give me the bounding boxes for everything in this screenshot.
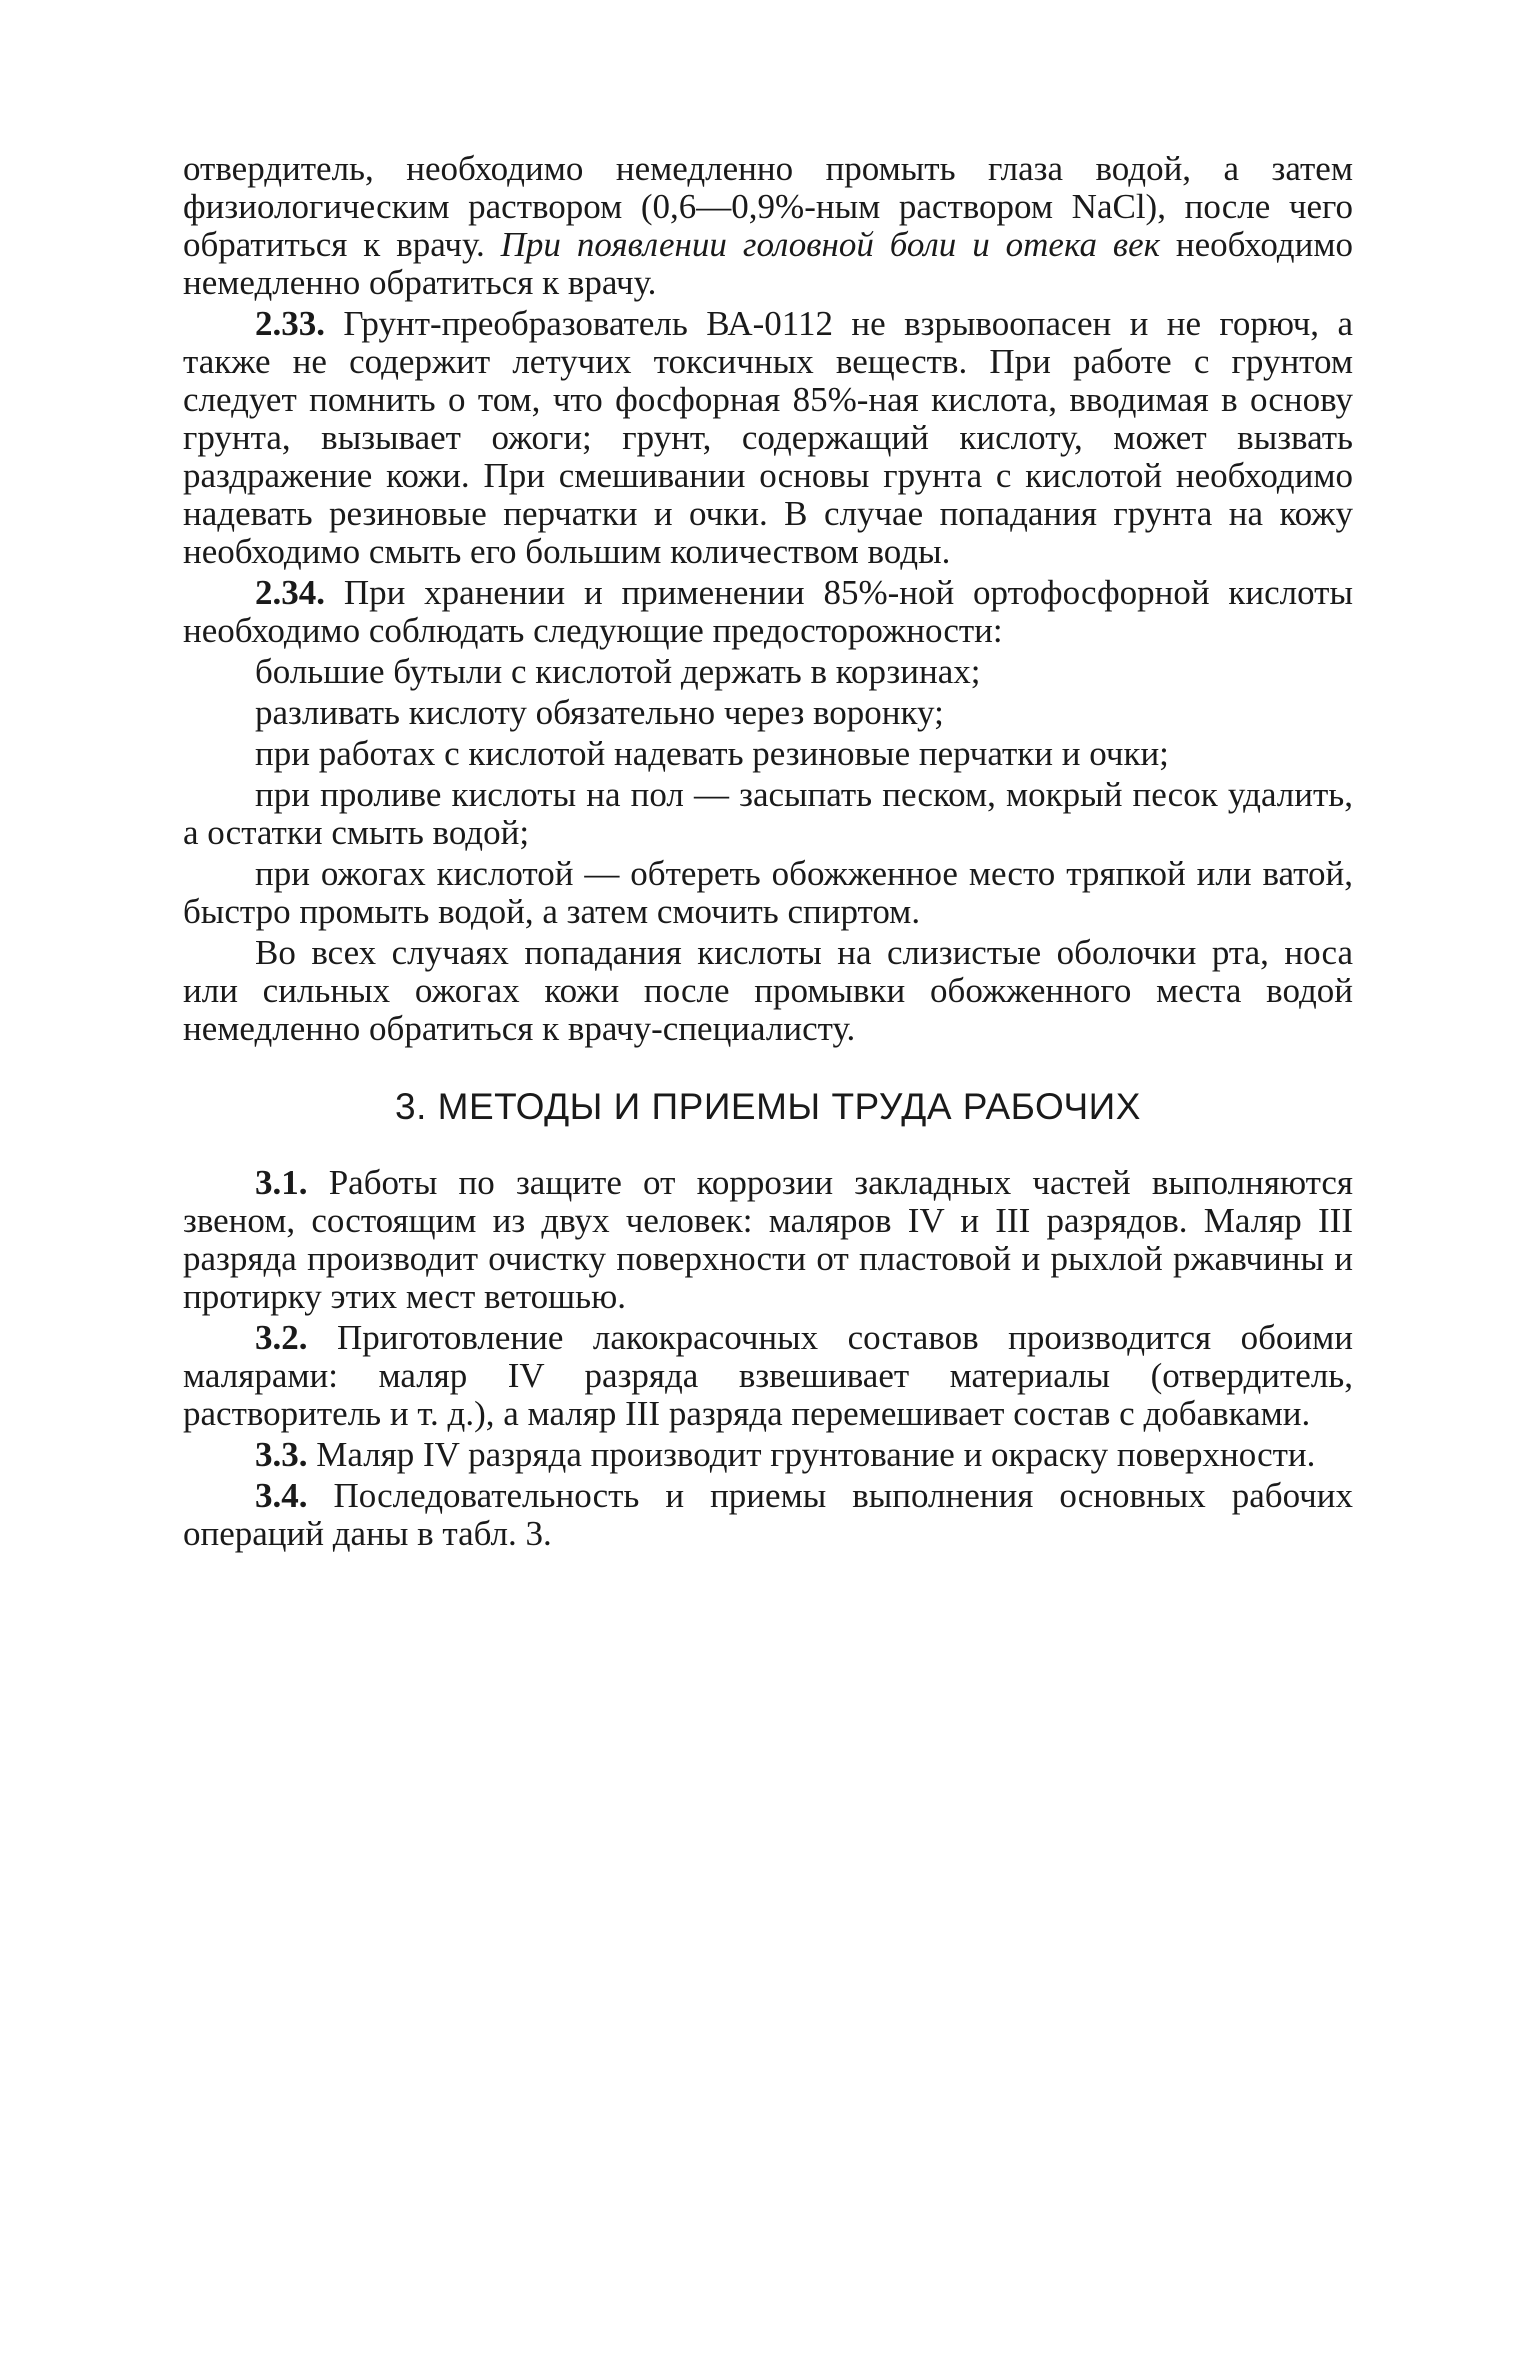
precaution-item: при работах с кислотой надевать резиновые перчатки и очки;: [255, 734, 1169, 773]
paragraph-text: Последовательность и приемы выполнения основных рабочих операций даны в табл. 3.: [183, 1476, 1353, 1553]
paragraph-text: Маляр IV разряда производит грунтование и окраску поверхности.: [307, 1435, 1316, 1474]
paragraph-text: При хранении и применении 85%-ной ортофосфорной кислоты необходимо соблюдать следующие предосторожности:: [183, 573, 1353, 650]
document-page: [183, 150, 1353, 1556]
clause-number: 2.34.: [255, 573, 325, 612]
clause-number: 3.2.: [255, 1318, 308, 1357]
paragraph-text: Грунт-преобразователь ВА-0112 не взрывоопасен и не горюч, а также не содержит летучих токсичных веществ. При работе с грунтом следует помнить о том, что фосфорная 85%-ная кислота, вводимая в основу грунта, вызывает ожоги; грунт, содержащий кислоту, может вызвать раздражение кожи. При смешивании основы грунта с кислотой необходимо надевать резиновые перчатки и очки. В случае попадания грунта на кожу необходимо смыть его большим количеством воды.: [183, 304, 1353, 571]
paragraph-2-32-continuation: [183, 150, 1353, 302]
paragraph-3-4: [183, 1477, 1353, 1553]
precaution-item: разливать кислоту обязательно через воронку;: [255, 693, 944, 732]
paragraph-text: необходимо немедленно обратиться к врачу.: [183, 225, 1353, 302]
paragraph-3-2: [183, 1319, 1353, 1433]
paragraph-all-cases: Во всех случаях попадания кислоты на слизистые оболочки рта, носа или сильных ожогах кожи после промывки обожженного места водой немедленно обратиться к врачу-специалисту.: [183, 933, 1353, 1048]
italic-warning-text: При появлении головной боли и отека век: [500, 225, 1160, 264]
paragraph-text: отвердитель, необходимо немедленно промыть глаза водой, а затем физиологическим раствором (0,6—0,9%-ным раствором NaCl), после чего обратиться к врачу.: [183, 149, 1353, 264]
paragraph-2-34: [183, 574, 1353, 650]
paragraph-3-1: [183, 1164, 1353, 1316]
paragraph-text: Работы по защите от коррозии закладных частей выполняются звеном, состоящим из двух человек: маляров IV и III разрядов. Маляр III разряда производит очистку поверхности от пластовой и рыхлой ржавчины и протирку этих мест ветошью.: [183, 1163, 1353, 1316]
paragraph-2-33: [183, 305, 1353, 571]
section-heading: 3. МЕТОДЫ И ПРИЕМЫ ТРУДА РАБОЧИХ: [395, 1086, 1141, 1127]
precaution-item: при ожогах кислотой — обтереть обожженное место тряпкой или ватой, быстро промыть водой, а затем смочить спиртом.: [183, 854, 1353, 931]
clause-number: 3.1.: [255, 1163, 308, 1202]
precaution-item: большие бутыли с кислотой держать в корзинах;: [255, 652, 981, 691]
paragraph-text: Приготовление лакокрасочных составов производится обоими малярами: маляр IV разряда взвешивает материалы (отвердитель, растворитель и т. д.), а маляр III разряда перемешивает состав с добавками.: [183, 1318, 1353, 1433]
precaution-item: при проливе кислоты на пол — засыпать песком, мокрый песок удалить, а остатки смыть водой;: [183, 775, 1353, 852]
clause-number: 3.3.: [255, 1435, 308, 1474]
clause-number: 2.33.: [255, 304, 325, 343]
paragraph-3-3: [183, 1436, 1353, 1474]
clause-number: 3.4.: [255, 1476, 308, 1515]
